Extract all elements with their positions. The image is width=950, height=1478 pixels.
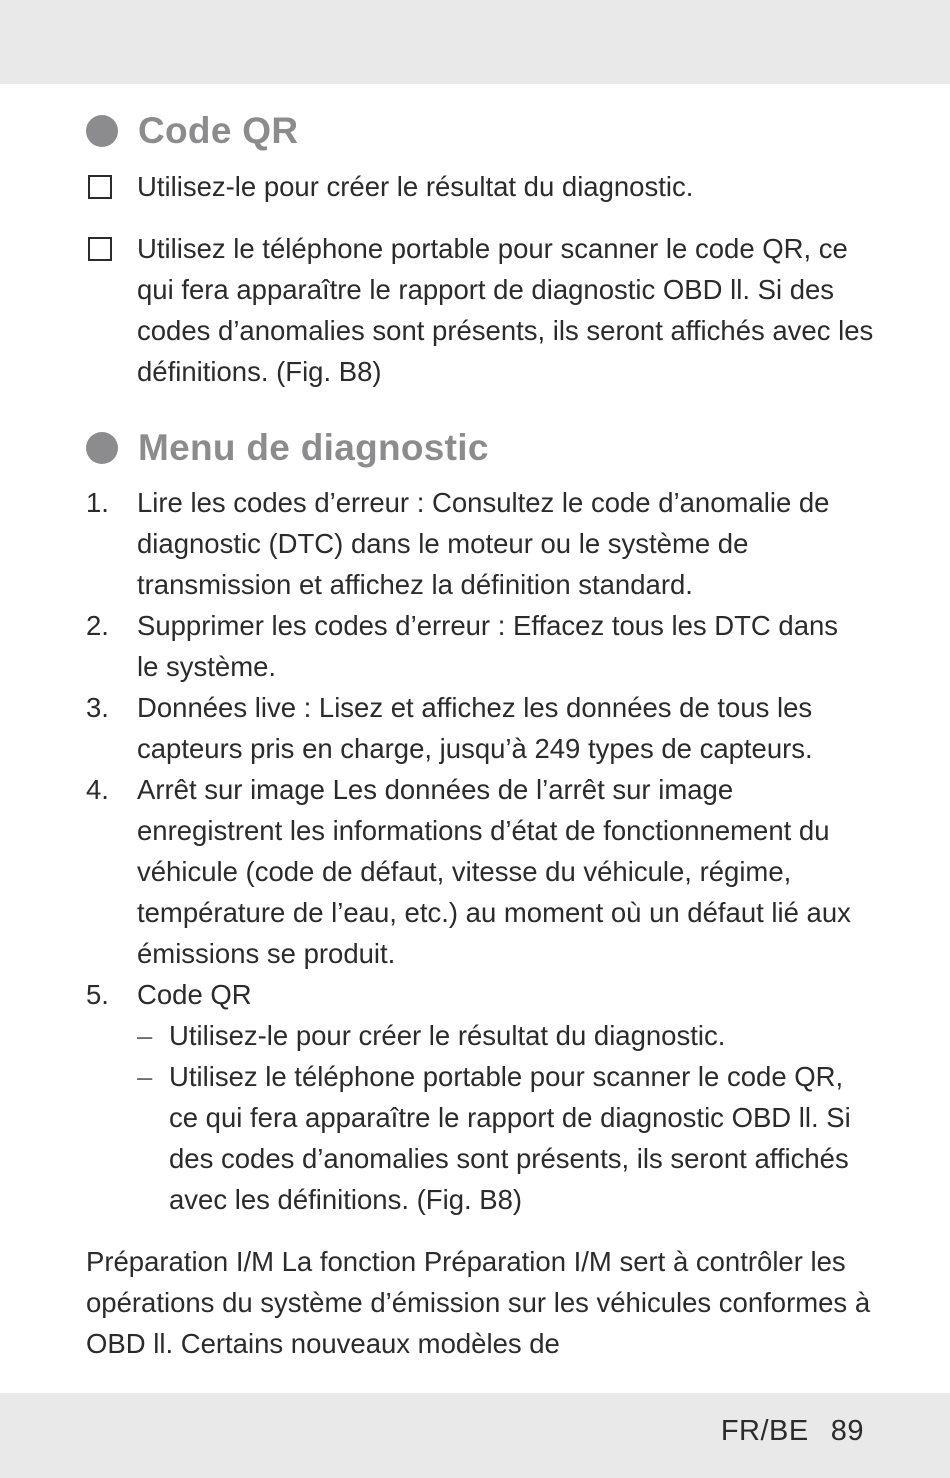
list-item-number: 3. xyxy=(86,692,109,723)
sub-list-item xyxy=(137,1056,867,1220)
list-item-number: 2. xyxy=(86,610,109,641)
checkbox-item-text: Utilisez le téléphone portable pour scanner le code QR, ce qui fera apparaître le rapport de diagnostic OBD ll. Si des codes d’anomalies sont présents, ils seront affichés avec les définitions. (Fig. B8) xyxy=(137,233,874,387)
heading-text: Code QR xyxy=(138,110,299,151)
list-item-number: 5. xyxy=(86,979,109,1010)
bullet-dot-icon xyxy=(86,432,118,464)
list-item-text: Données live : Lisez et affichez les données de tous les capteurs pris en charge, jusqu’à 249 types de capteurs. xyxy=(137,692,813,764)
list-item-text: Lire les codes d’erreur : Consultez le code d’anomalie de diagnostic (DTC) dans le moteur ou le système de transmission et affichez la définition standard. xyxy=(137,487,830,600)
sub-list-item-text: Utilisez le téléphone portable pour scanner le code QR, ce qui fera apparaître le rapport de diagnostic OBD ll. Si des codes d’anomalies sont présents, ils seront affichés avec les définitions. (Fig. B8) xyxy=(169,1061,851,1215)
checkbox-icon xyxy=(88,237,112,261)
list-item xyxy=(86,605,876,687)
page-number: 89 xyxy=(830,1415,864,1447)
list-item-text: Supprimer les codes d’erreur : Effacez tous les DTC dans le système. xyxy=(137,610,839,682)
dash-bullet: – xyxy=(137,1061,153,1092)
list-item xyxy=(86,974,876,1220)
section-heading-code-qr xyxy=(86,110,298,152)
section-heading-menu-diagnostic xyxy=(86,427,489,469)
checkbox-icon xyxy=(88,175,112,199)
heading-text: Menu de diagnostic xyxy=(138,427,489,468)
dash-bullet: – xyxy=(137,1020,153,1051)
sub-list-item xyxy=(137,1015,867,1056)
list-item-number: 4. xyxy=(86,774,109,805)
bullet-dot-icon xyxy=(86,115,118,147)
checkbox-item xyxy=(88,228,878,392)
page-footer xyxy=(721,1415,864,1448)
checkbox-item xyxy=(88,166,878,207)
list-item-number: 1. xyxy=(86,487,109,518)
list-item xyxy=(86,769,876,974)
checkbox-item-text: Utilisez-le pour créer le résultat du diagnostic. xyxy=(137,171,694,202)
list-item-content xyxy=(137,974,867,1220)
body-paragraph: Préparation I/M La fonction Préparation I/M sert à contrôler les opérations du système d’émission sur les véhicules conformes à OBD ll. Certains nouveaux modèles de xyxy=(86,1246,871,1359)
list-item xyxy=(86,687,876,769)
numbered-list xyxy=(86,482,876,1220)
top-margin-band xyxy=(0,0,950,84)
footer-locale: FR/BE xyxy=(720,1415,809,1447)
list-item-text: Arrêt sur image Les données de l’arrêt sur image enregistrent les informations d’état de fonctionnement du véhicule (code de défaut, vitesse du véhicule, régime, température de l’eau, etc.) au moment où un défaut lié aux émissions se produit. xyxy=(137,774,851,969)
list-item xyxy=(86,482,876,605)
list-item-text: Code QR xyxy=(137,979,252,1010)
sub-list-item-text: Utilisez-le pour créer le résultat du diagnostic. xyxy=(169,1020,726,1051)
